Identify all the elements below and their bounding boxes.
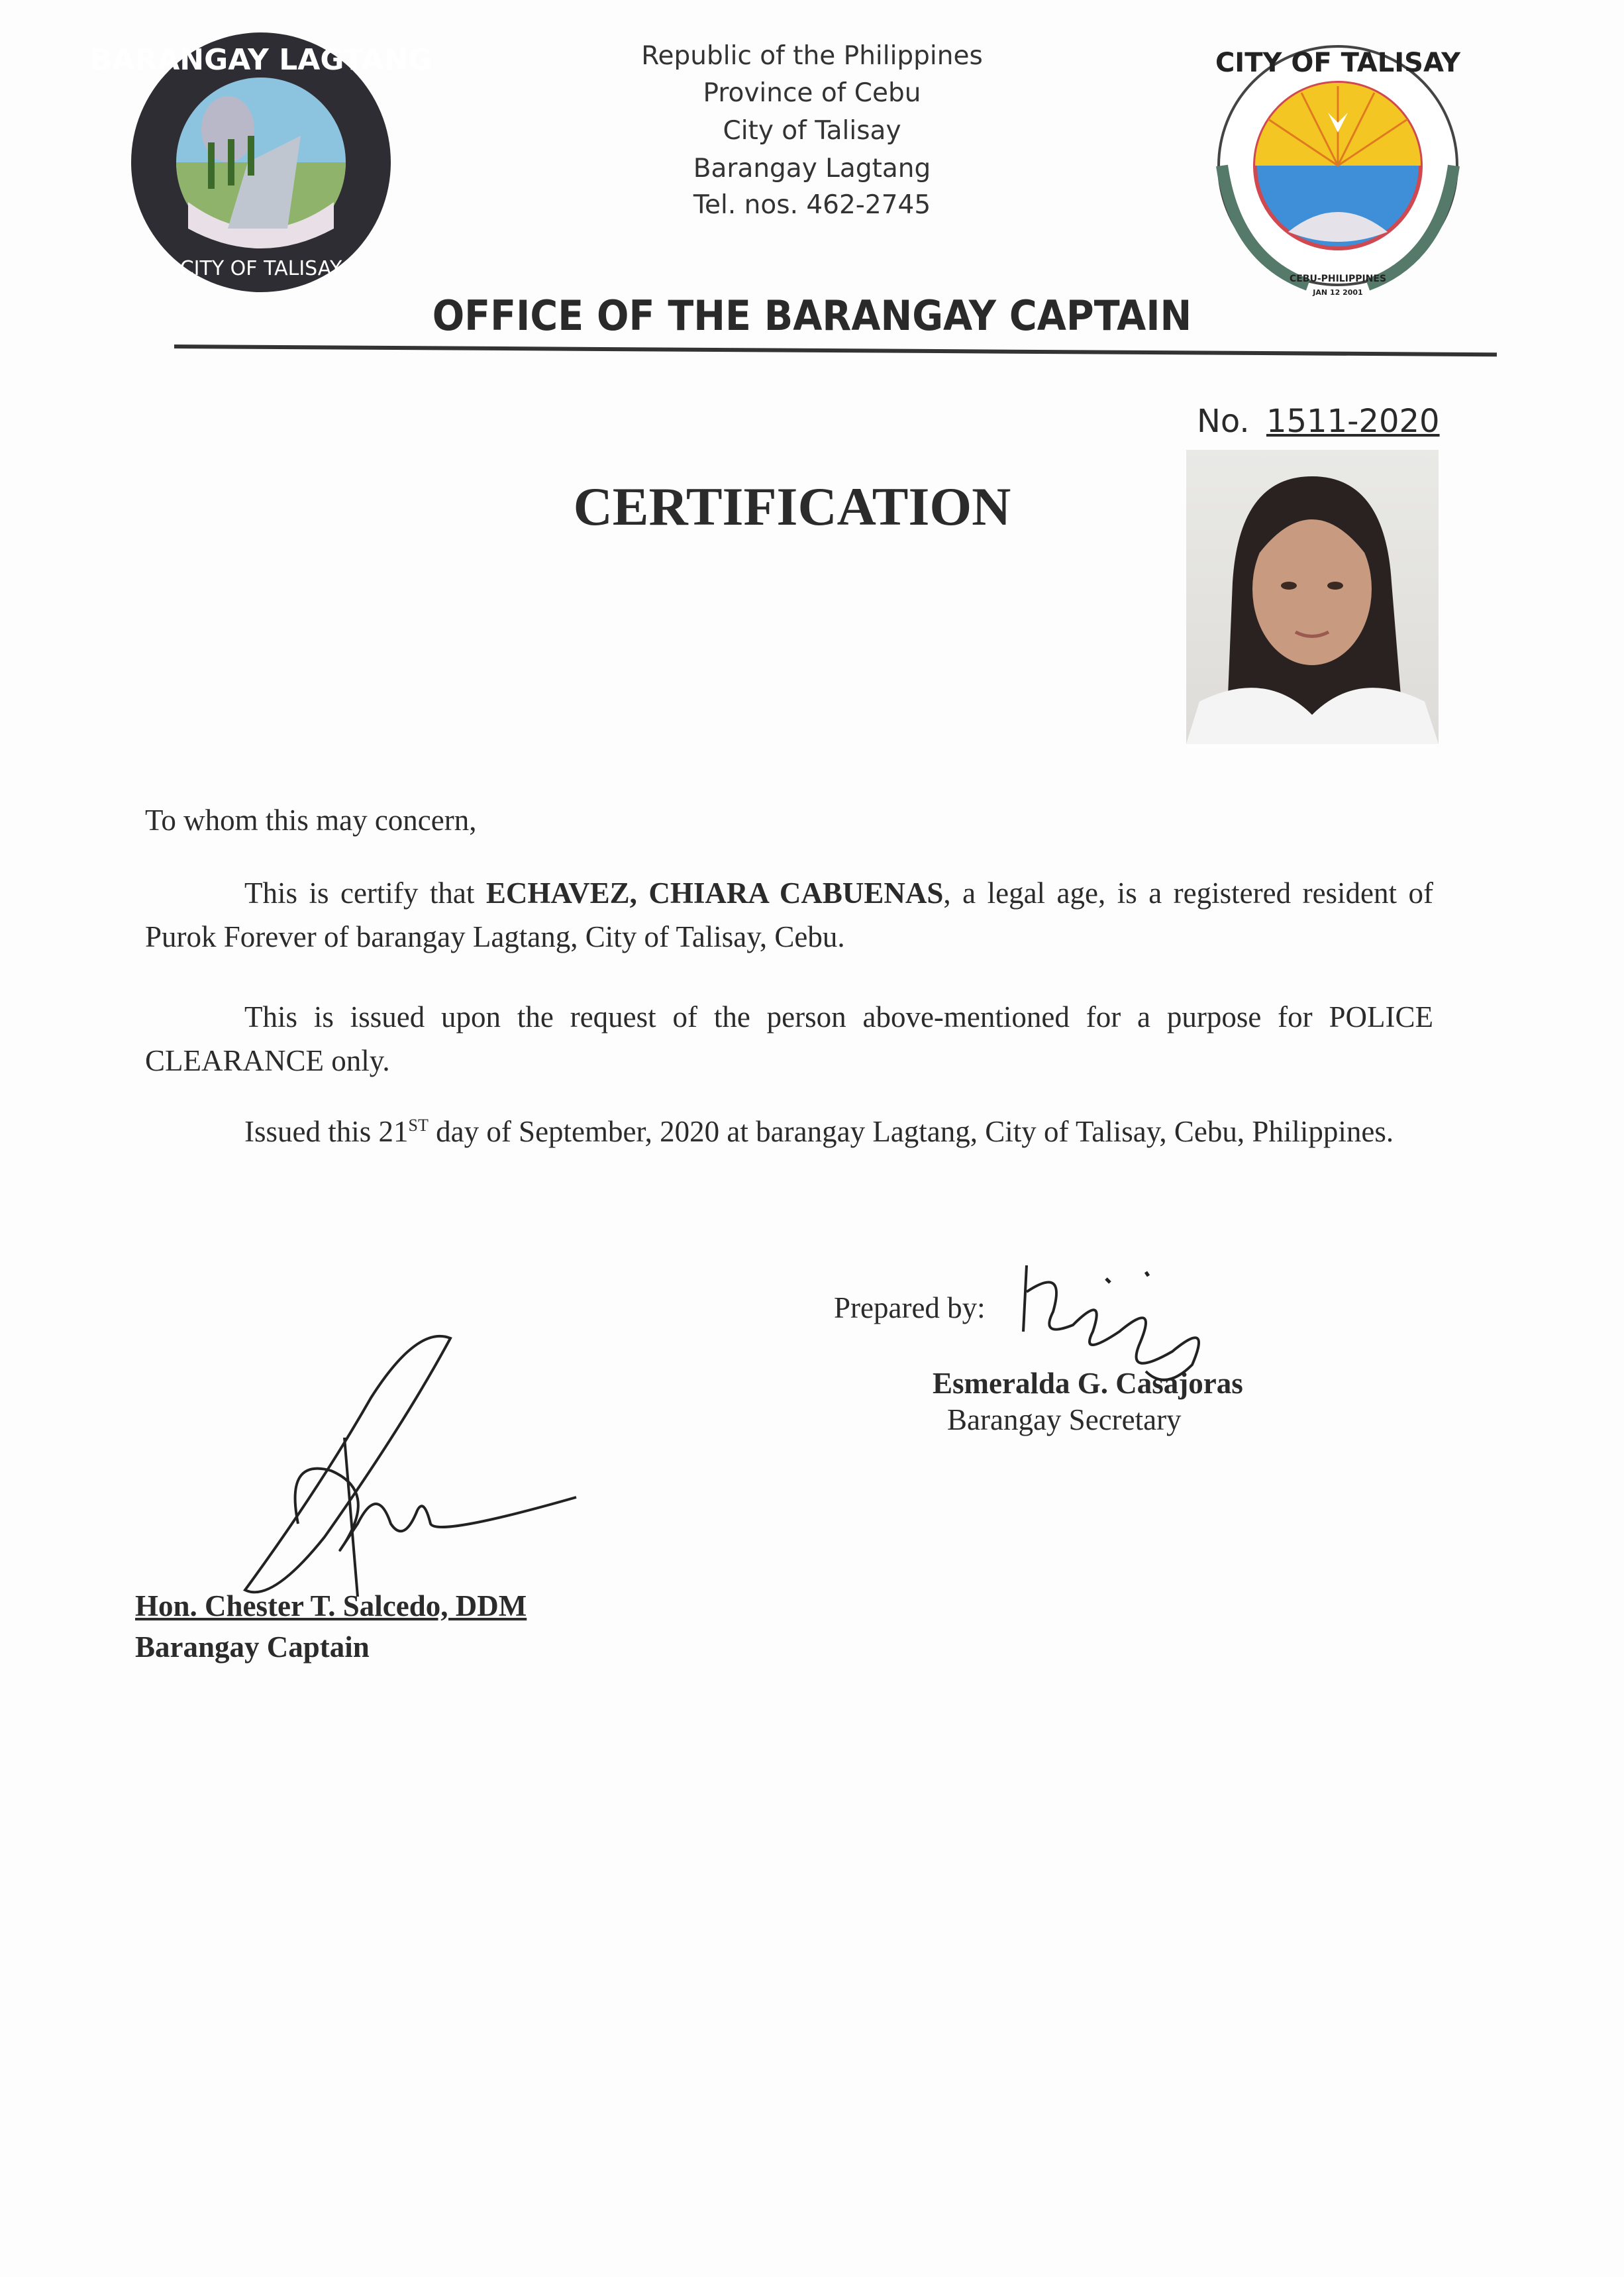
p3-text-a: Issued this 21 [244,1115,409,1148]
captain-role: Barangay Captain [135,1630,370,1664]
svg-text:BARANGAY LAGTANG: BARANGAY LAGTANG [89,43,432,77]
office-title: OFFICE OF THE BARANGAY CAPTAIN [432,291,1192,340]
prepared-by-label: Prepared by: [834,1291,986,1324]
header-divider [174,344,1497,356]
p3-text-b: day of September, 2020 at barangay Lagtang, City of Talisay, Cebu, Philippines. [428,1115,1394,1148]
secretary-role: Barangay Secretary [947,1403,1182,1436]
secretary-signature [1013,1252,1232,1404]
certificate-number [1197,403,1440,440]
header-line-province: Province of Cebu [703,78,921,108]
header-line-barangay: Barangay Lagtang [693,154,931,184]
number-label: No. [1197,403,1250,440]
header-line-city: City of Talisay [723,116,901,146]
secretary-name: Esmeralda G. Casajoras [933,1367,1243,1400]
svg-text:CITY OF TALISAY: CITY OF TALISAY [1215,48,1461,78]
number-value: 1511-2020 [1266,403,1440,440]
header-line-republic: Republic of the Philippines [641,41,983,71]
p1-text-a: This is certify that [244,876,486,910]
p3-superscript: ST [408,1116,429,1135]
salutation: To whom this may concern, [145,804,477,837]
paragraph-issued [145,1104,1433,1153]
paragraph-purpose: This is issued upon the request of the person above-mentioned for a purpose for POLICE CLEARANCE only. [145,1000,1433,1077]
resident-name: ECHAVEZ, CHIARA CABUENAS [485,876,944,910]
captain-signature [219,1325,589,1610]
header-line-telephone: Tel. nos. 462-2745 [693,190,931,220]
svg-text:CITY OF TALISAY: CITY OF TALISAY [179,257,342,280]
paragraph-certify [145,871,1433,959]
svg-text:JAN 12 2001: JAN 12 2001 [1313,288,1363,297]
document-title: CERTIFICATION [573,476,1011,537]
captain-name: Hon. Chester T. Salcedo, DDM [135,1589,527,1622]
p1-text-b: , a legal age, is a registered resident of Purok Forever of barangay Lagtang, City of Talisay, Cebu. [145,876,1433,953]
svg-text:CEBU-PHILIPPINES: CEBU-PHILIPPINES [1289,274,1387,284]
